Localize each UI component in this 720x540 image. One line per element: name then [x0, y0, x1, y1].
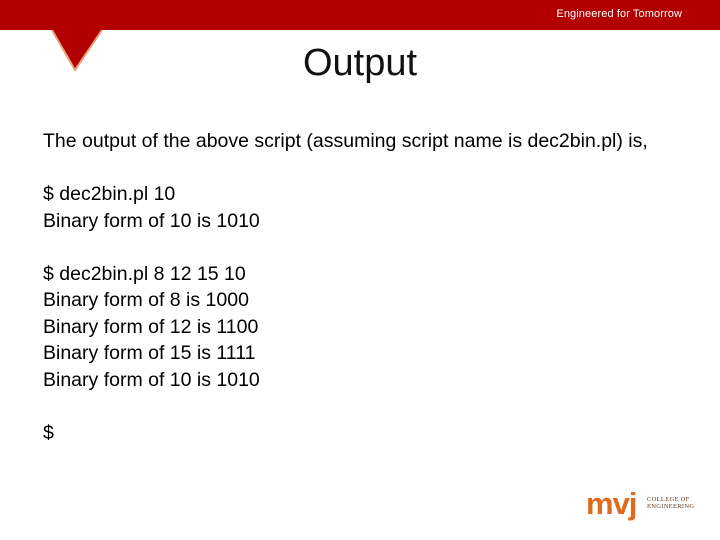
intro-line: The output of the above script (assuming script name is dec2bin.pl) is,	[43, 130, 648, 152]
header-tagline: Engineered for Tomorrow	[556, 8, 682, 20]
logo-text-line1: COLLEGE OF	[647, 496, 690, 503]
output-line: Binary form of 12 is 1100	[43, 315, 259, 338]
college-logo	[586, 486, 695, 524]
slide-title: Output	[302, 42, 418, 84]
logo-text-line2: ENGINEERING	[647, 503, 695, 510]
output-line: Binary form of 10 is 1010	[43, 209, 260, 232]
spacer	[43, 393, 683, 420]
spacer	[43, 155, 683, 182]
output-line: Binary form of 8 is 1000	[43, 289, 249, 311]
logo-mark: mvj	[586, 486, 637, 521]
slide-body	[43, 128, 683, 446]
command-line: $ dec2bin.pl 10	[43, 183, 176, 205]
output-line: Binary form of 10 is 1010	[43, 368, 260, 391]
prompt-line: $	[43, 421, 54, 444]
command-line: $ dec2bin.pl 8 12 15 10	[43, 262, 246, 285]
spacer	[43, 234, 683, 261]
output-line: Binary form of 15 is 1111	[43, 342, 256, 364]
